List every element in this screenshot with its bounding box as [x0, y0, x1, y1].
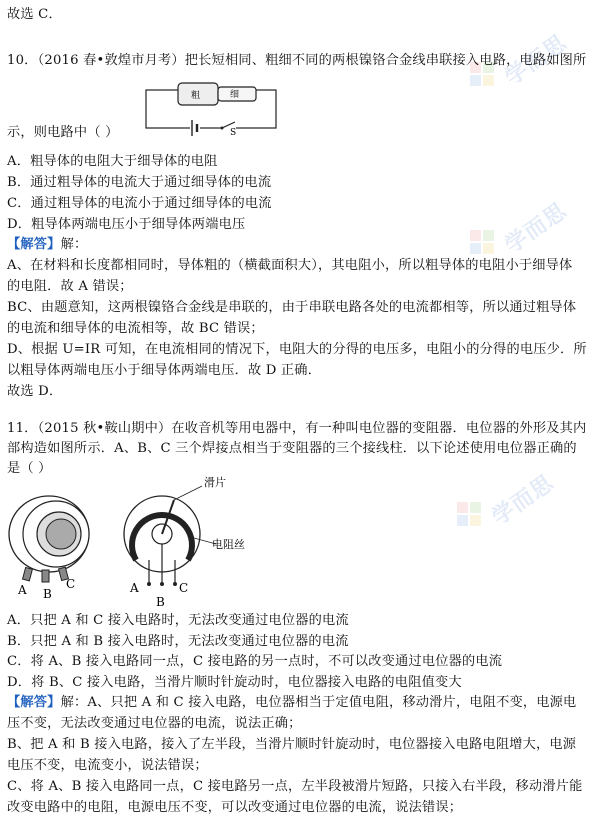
potentiometer-exterior [9, 496, 89, 601]
answer-tag: 【解答】 [7, 237, 61, 252]
watermark [455, 470, 575, 600]
question-10-stem-end: 示，则电路中（ ） [7, 125, 119, 140]
watermark [468, 30, 588, 160]
option-c: C．将 A、B 接入电路同一点，C 接电路的另一点时，不可以改变通过电位器的电流 [7, 654, 503, 669]
option-a: A．只把 A 和 C 接入电路时，无法改变通过电位器的电流 [7, 613, 349, 628]
solution-line: 故选 D． [7, 384, 63, 399]
watermark-logo-icon [455, 500, 485, 530]
slider-label: 滑片 [204, 476, 226, 489]
text-line: 故选 C． [7, 7, 62, 22]
switch-label: S [230, 128, 237, 136]
terminal-c-label: C [66, 577, 76, 591]
answer-line: 【解答】解：A、只把 A 和 C 接入电路，电位器相当于定值电阻，移动滑片，电阻不变，电源电 [7, 695, 577, 710]
solution-line: D、根据 U=IR 可知，在电流相同的情况下，电阻大的分得的电压多，电阻小的分得的电压少．所 [7, 342, 587, 357]
terminal-a-label: A [18, 583, 27, 597]
option-c: C．通过粗导体的电流小于通过细导体的电流 [7, 196, 272, 211]
thin-label: 细 [230, 90, 240, 100]
solution-line: 改变电路中的电阻，电源电压不变，可以改变通过电位器的电流，说法错误； [7, 800, 463, 815]
question-11-stem-end: 是（ ） [7, 461, 52, 476]
solution-line: 电压不变，电流变小，说法错误； [7, 758, 208, 773]
option-a: A．粗导体的电阻大于细导体的电阻 [7, 154, 218, 169]
potentiometer-interior [124, 475, 245, 609]
answer-heading: 【解答】解： [7, 237, 88, 252]
watermark-text: 学而思 [487, 470, 559, 531]
terminal-b-label: B [156, 595, 165, 609]
option-b: B．通过粗导体的电流大于通过细导体的电流 [7, 175, 272, 190]
terminal-a-label: A [130, 581, 139, 595]
solution-line: 的电阻．故 A 错误； [7, 279, 133, 294]
watermark-text: 学而思 [500, 198, 572, 259]
watermark-text: 学而思 [500, 30, 572, 91]
question-11-stem: 部构造如图所示．A、B、C 三个焊接点相当于变阻器的三个接线柱．以下论述使用电位器正确的 [7, 441, 577, 456]
option-b: B．只把 A 和 B 接入电路时，无法改变通过电位器的电流 [7, 634, 349, 649]
terminal-b-label: B [43, 587, 52, 601]
question-10-stem: 10．（2016 春•敦煌市月考）把长短相同、粗细不同的两根镍铬合金线串联接入电路，电路如图所 [7, 53, 587, 68]
option-d: D．将 B、C 接入电路，当滑片顺时针旋动时，电位器接入电路的电阻值变大 [7, 675, 462, 690]
terminal-c-label: C [179, 581, 189, 595]
solution-line: B、把 A 和 B 接入电路，接入了左半段，当滑片顺时针旋动时，电位器接入电路电阻增大，电源 [7, 737, 577, 752]
solution-line: 的电流和细导体的电流相等，故 BC 错误； [7, 321, 264, 336]
thick-label: 粗 [191, 91, 201, 101]
solution-line: 压不变，无法改变通过电位器的电流，说法正确； [7, 716, 302, 731]
wire-label: 电阻丝 [212, 538, 245, 551]
solution-line: BC、由题意知，这两根镍铬合金线是串联的，由于串联电路各处的电流都相等，所以通过粗导体 [7, 300, 577, 315]
solution-line: C、将 A、B 接入电路同一点，C 接电路另一点，左半段被滑片短路，只接入右半段，移动滑片能 [7, 779, 583, 794]
question-11-stem: 11．（2015 秋•鞍山期中）在收音机等用电器中，有一种叫电位器的变阻器．电位器的外形及其内 [7, 421, 587, 436]
figure-potentiometer [4, 472, 294, 612]
option-d: D．粗导体两端电压小于细导体两端电压 [7, 217, 246, 232]
watermark-logo-icon [468, 228, 498, 258]
figure-series-circuit [140, 82, 290, 136]
solution-line: 以粗导体两端电压小于细导体两端电压．故 D 正确． [7, 363, 322, 378]
answer-tag: 【解答】 [7, 695, 61, 710]
solution-line: A、在材料和长度都相同时，导体粗的（横截面积大），其电阻小，所以粗导体的电阻小于细导体 [7, 258, 573, 273]
